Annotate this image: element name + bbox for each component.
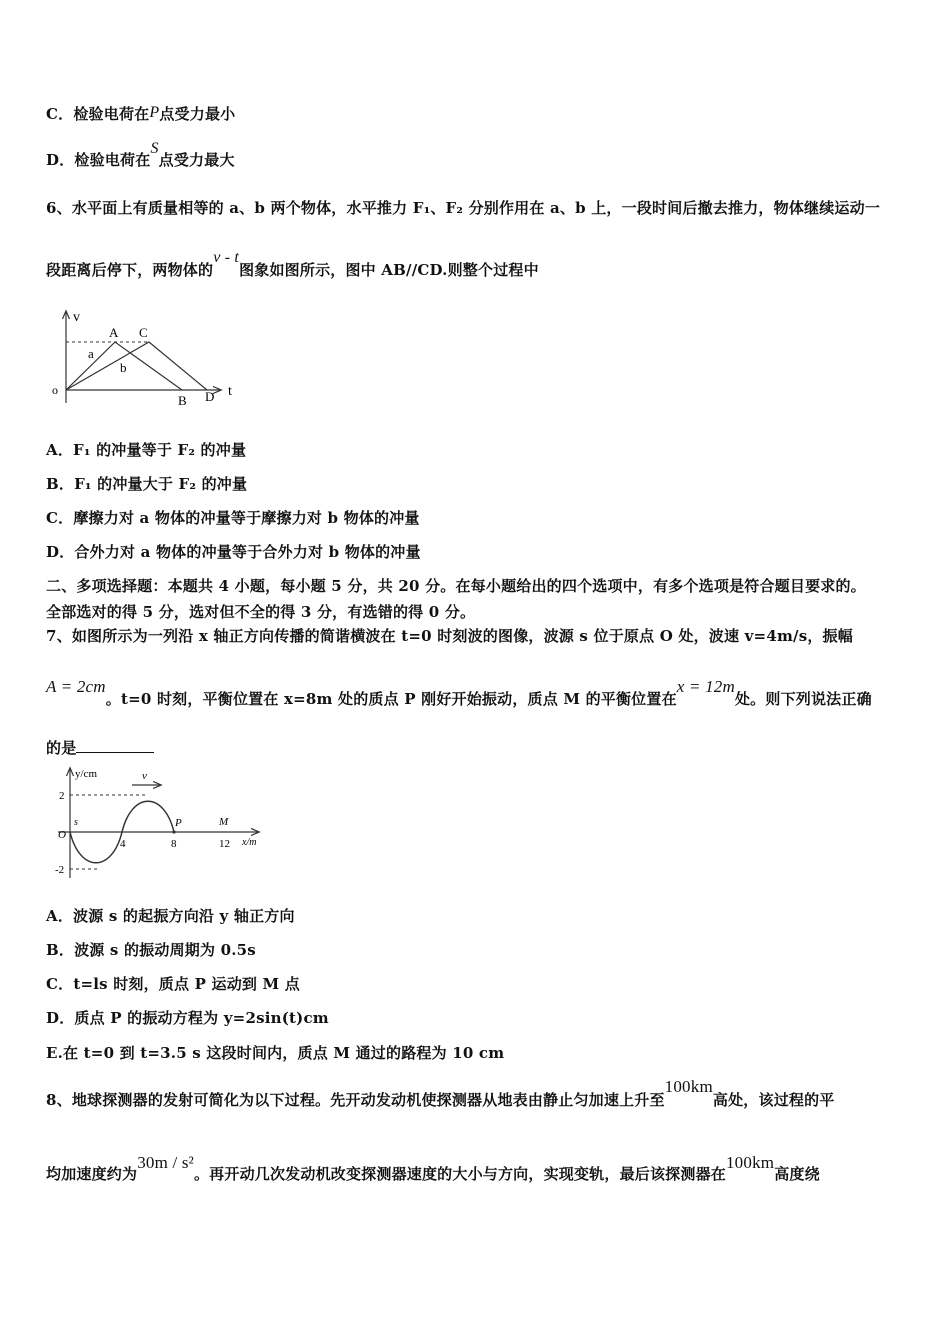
q6-option-d: D．合外力对 a 物体的冲量等于合外力对 b 物体的冲量 xyxy=(46,543,421,561)
q7-option-e: E.在 t=0 到 t=3.5 s 这段时间内，质点 M 通过的路程为 10 cm xyxy=(46,1044,505,1062)
point-b-label: B xyxy=(178,393,187,408)
q6-option-b: B．F₁ 的冲量大于 F₂ 的冲量 xyxy=(46,475,248,493)
q8-stem-line1: 8、地球探测器的发射可简化为以下过程。先开动发动机使探测器从地表由静止匀加速上升至100km高处，该过程的平 xyxy=(46,1077,835,1109)
q7-wave-graph xyxy=(48,763,270,885)
point-p-label: P xyxy=(175,817,182,829)
tick-x-4: 4 xyxy=(120,838,126,850)
q6-stem-line1: 6、水平面上有质量相等的 a、b 两个物体，水平推力 F₁、F₂ 分别作用在 a、b 上，一段时间后撤去推力，物体继续运动一 xyxy=(46,199,881,217)
origin-o-label: O xyxy=(58,829,66,841)
tick-y-2: 2 xyxy=(59,790,65,802)
q8-stem-line2: 均加速度约为30m / s²。再开动几次发动机改变探测器速度的大小与方向，实现变轨，最后该探测器在100km高度绕 xyxy=(46,1153,820,1183)
point-a-label: A xyxy=(109,325,119,340)
q7-stem-line2: A = 2cm。t=0 时刻，平衡位置在 x=8m 处的质点 P 刚好开始振动，质点 M 的平衡位置在x = 12m处。则下列说法正确 xyxy=(46,677,872,708)
q7-stem-line1: 7、如图所示为一列沿 x 轴正方向传播的简谐横波在 t=0 时刻波的图像，波源 s 位于原点 O 处，波速 v=4m/s，振幅 xyxy=(46,627,853,645)
section2-heading-line1: 二、多项选择题：本题共 4 小题，每小题 5 分，共 20 分。在每小题给出的四个选项中，有多个选项是符合题目要求的。 xyxy=(46,577,866,595)
line-b-label: b xyxy=(120,360,127,375)
y-axis-label: y/cm xyxy=(75,768,97,780)
q7-option-a: A．波源 s 的起振方向沿 y 轴正方向 xyxy=(46,907,295,925)
point-c-label: C xyxy=(139,325,148,340)
source-s-label: s xyxy=(74,817,78,828)
q7-option-c: C．t=ls 时刻，质点 P 运动到 M 点 xyxy=(46,975,300,993)
v-label: v xyxy=(73,310,80,325)
t-label: t xyxy=(228,384,232,399)
q7-option-b: B．波源 s 的振动周期为 0.5s xyxy=(46,941,256,959)
q6-option-a: A．F₁ 的冲量等于 F₂ 的冲量 xyxy=(46,441,247,459)
x-axis-label: x/m xyxy=(242,837,257,848)
origin-label: o xyxy=(52,383,58,397)
q6-stem-line2: 段距离后停下，两物体的v - t图象如图所示，图中 AB//CD.则整个过程中 xyxy=(46,249,539,279)
q5-option-c: C．检验电荷在P点受力最小 xyxy=(46,104,236,123)
line-a-label: a xyxy=(88,346,94,361)
q7-option-d: D．质点 P 的振动方程为 y=2sin(t)cm xyxy=(46,1009,329,1027)
point-p-dot xyxy=(172,830,175,833)
q6-option-c: C．摩擦力对 a 物体的冲量等于摩擦力对 b 物体的冲量 xyxy=(46,509,420,527)
tick-y-neg2: -2 xyxy=(55,864,65,876)
q7-stem-line3: 的是 xyxy=(46,737,154,758)
answer-blank[interactable] xyxy=(76,738,154,753)
point-d-label: D xyxy=(205,389,215,404)
q6-vt-graph xyxy=(48,308,248,410)
q5-option-d: D．检验电荷在S点受力最大 xyxy=(46,140,235,169)
point-m-label: M xyxy=(219,816,229,828)
tick-x-12: 12 xyxy=(219,838,230,850)
section2-heading-line2: 全部选对的得 5 分，选对但不全的得 3 分，有选错的得 0 分。 xyxy=(46,603,476,621)
velocity-label: v xyxy=(142,770,147,782)
tick-x-8: 8 xyxy=(171,838,177,850)
